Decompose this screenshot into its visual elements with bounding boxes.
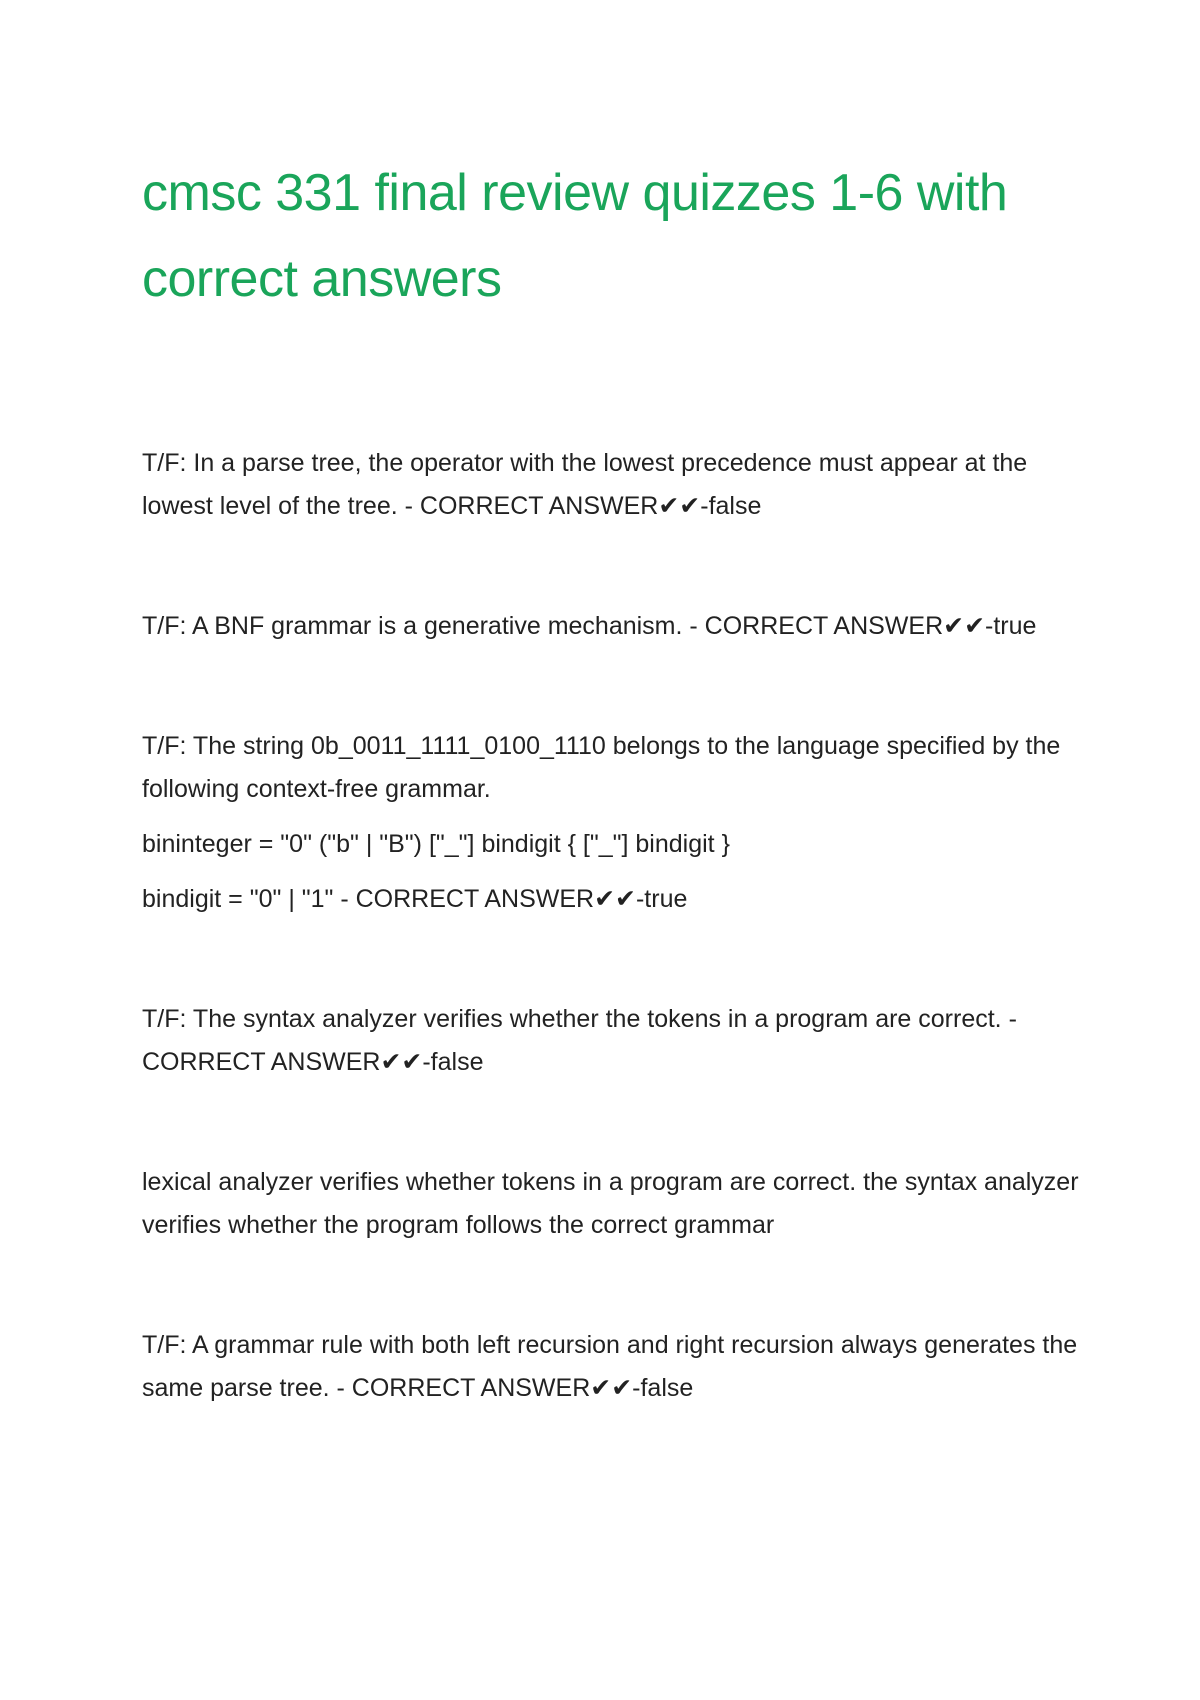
qa-item-4 (142, 998, 1080, 1084)
grammar-rule-bininteger: bininteger = "0" ("b" | "B") ["_"] bindigit { ["_"] bindigit } (142, 830, 730, 858)
qa-item-1 (142, 442, 1080, 528)
qa-text: T/F: In a parse tree, the operator with the lowest precedence must appear at the lowest level of the tree. - CORRECT ANSWER✔✔-false (142, 449, 1028, 520)
qa-item-5 (142, 1161, 1080, 1247)
grammar-rule-bindigit: bindigit = "0" | "1" - CORRECT ANSWER✔✔-true (142, 885, 688, 913)
explanation-text: lexical analyzer verifies whether tokens in a program are correct. the syntax analyzer verifies whether the program follows the correct grammar (142, 1168, 1079, 1239)
qa-text: T/F: The syntax analyzer verifies whether the tokens in a program are correct. - CORRECT ANSWER✔✔-false (142, 1005, 1017, 1076)
qa-text: T/F: A BNF grammar is a generative mechanism. - CORRECT ANSWER✔✔-true (142, 612, 1037, 640)
qa-item-2 (142, 605, 1080, 648)
qa-text: T/F: A grammar rule with both left recursion and right recursion always generates the same parse tree. - CORRECT ANSWER✔✔-false (142, 1331, 1078, 1402)
qa-text: T/F: The string 0b_0011_1111_0100_1110 belongs to the language specified by the following context-free grammar. (142, 732, 1061, 803)
document-content (142, 442, 1080, 1410)
qa-item-3 (142, 725, 1080, 921)
qa-item-6 (142, 1324, 1080, 1410)
document-title: cmsc 331 final review quizzes 1-6 with correct answers (142, 164, 1008, 308)
